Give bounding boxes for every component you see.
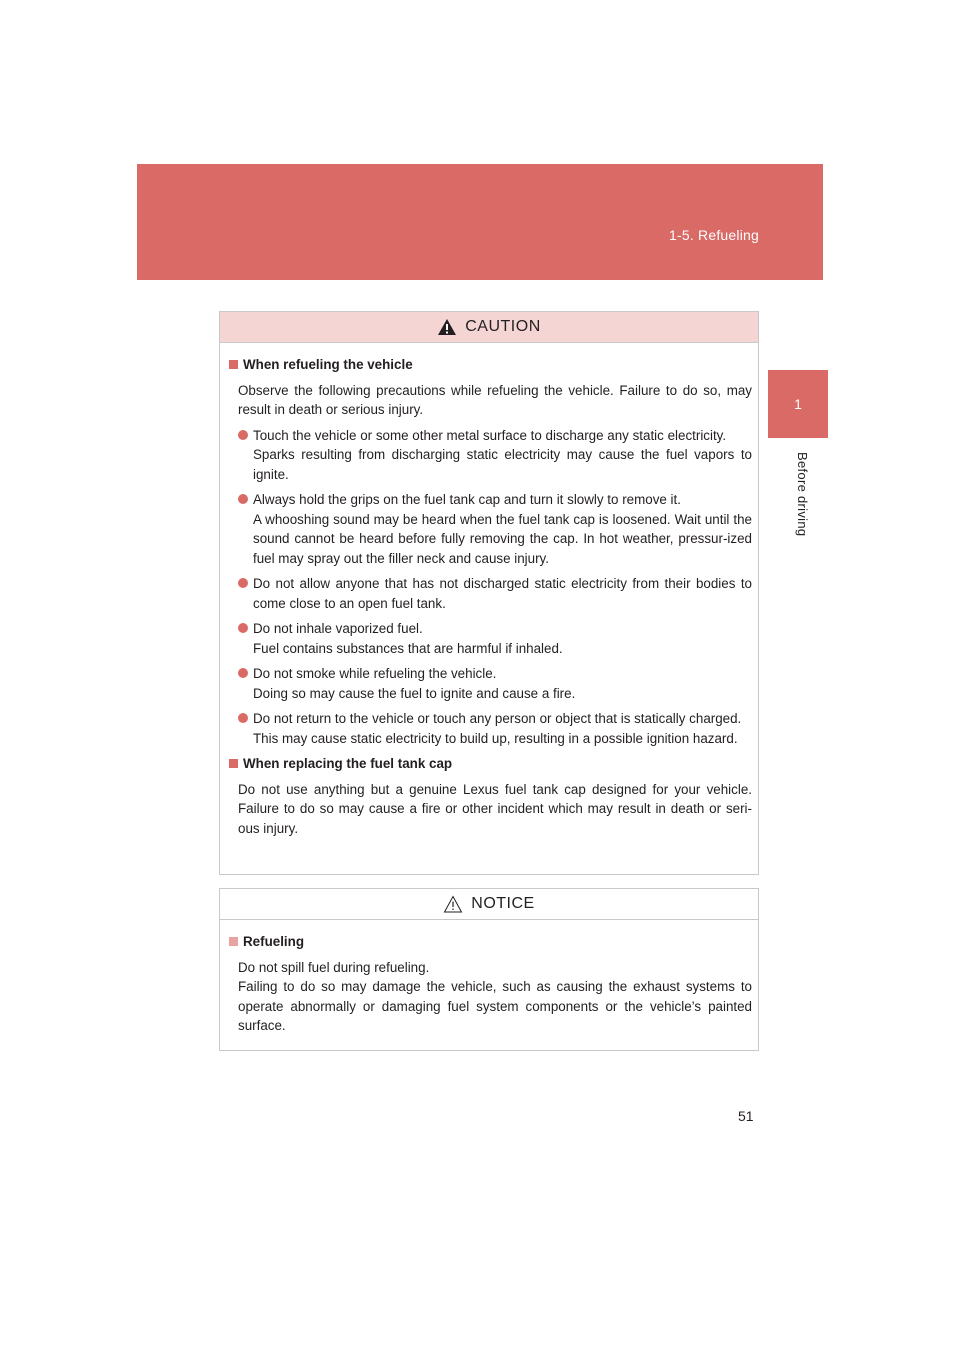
caution-header <box>220 312 758 343</box>
caution-title: CAUTION <box>465 318 541 335</box>
section-heading: When refueling the vehicle <box>229 355 752 375</box>
section-heading: Refueling <box>229 932 752 952</box>
page-number: 51 <box>738 1108 754 1124</box>
section-intro: Do not use anything but a genuine Lexus fuel tank cap designed for your vehicle. Failure to do so may cause a fire or other incident which may result in death or seri-ous injury. <box>238 781 752 836</box>
list-item: Always hold the grips on the fuel tank cap and turn it slowly to remove it. A whooshing sound may be heard when the fuel tank cap is loosened. Wait until the sound cannot be heard before fully removing the cap. In hot weather, pressur-ized fuel may spray out the filler neck and cause injury. <box>229 490 752 568</box>
circle-bullet-icon <box>238 623 248 633</box>
chapter-header-band <box>137 164 823 280</box>
notice-box <box>219 888 759 1051</box>
caution-box <box>219 311 759 875</box>
warning-triangle-icon <box>437 318 457 336</box>
square-bullet-icon <box>229 937 238 946</box>
notice-title: NOTICE <box>471 895 535 912</box>
chapter-number: 1 <box>794 396 802 412</box>
section-heading: When replacing the fuel tank cap <box>229 754 752 774</box>
list-item: Do not inhale vaporized fuel. Fuel contains substances that are harmful if inhaled. <box>229 619 752 658</box>
circle-bullet-icon <box>238 713 248 723</box>
list-item: Do not smoke while refueling the vehicle. Doing so may cause the fuel to ignite and cause a fire. <box>229 664 752 703</box>
notice-body <box>220 920 758 1036</box>
warning-triangle-outline-icon <box>443 895 463 913</box>
section-intro: Observe the following precautions while refueling the vehicle. Failure to do so, may result in death or serious injury. <box>238 382 752 417</box>
chapter-tab[interactable] <box>768 370 828 438</box>
circle-bullet-icon <box>238 668 248 678</box>
list-item: Do not return to the vehicle or touch any person or object that is statically charged. This may cause static electricity to build up, resulting in a possible ignition hazard. <box>229 709 752 748</box>
section-title: 1-5. Refueling <box>669 227 759 243</box>
square-bullet-icon <box>229 759 238 768</box>
circle-bullet-icon <box>238 578 248 588</box>
square-bullet-icon <box>229 360 238 369</box>
list-item: Do not allow anyone that has not discharged static electricity from their bodies to come close to an open fuel tank. <box>229 574 752 613</box>
notice-line: Do not spill fuel during refueling. <box>238 959 430 975</box>
chapter-label: Before driving <box>795 452 810 537</box>
caution-body <box>220 343 758 838</box>
circle-bullet-icon <box>238 494 248 504</box>
notice-line: Failing to do so may damage the vehicle, such as causing the exhaust systems to operate abnormally or damaging fuel system components or the vehicle’s painted surface. <box>238 979 752 1033</box>
notice-header <box>220 889 758 920</box>
circle-bullet-icon <box>238 430 248 440</box>
list-item: Touch the vehicle or some other metal surface to discharge any static electricity. Sparks resulting from discharging static electricity may cause the fuel vapors to ignite. <box>229 426 752 485</box>
